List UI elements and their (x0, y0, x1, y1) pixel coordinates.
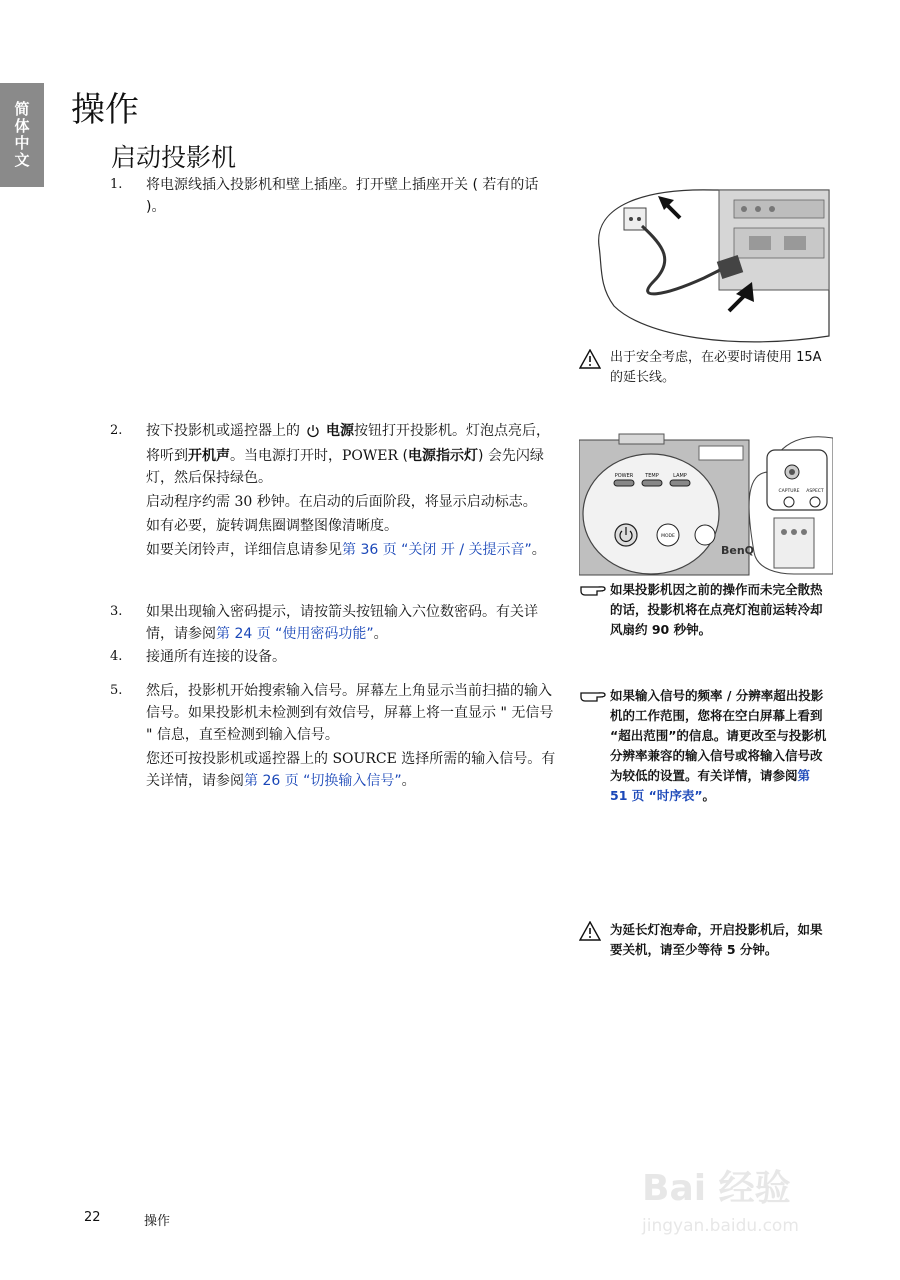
footer-section: 操作 (144, 1214, 171, 1229)
text: 如要关闭铃声，详细信息请参见 (146, 542, 342, 558)
power-indicator-term: 电源指示灯 (407, 448, 478, 464)
link-page-36[interactable]: 第 36 页 “关闭 开 / 关提示音” (342, 542, 532, 558)
note-resolution (579, 686, 829, 806)
page-number: 22 (84, 1210, 101, 1225)
step-text: 接通所有连接的设备。 (146, 649, 286, 665)
mode-button-label: MODE (661, 534, 675, 539)
text: 启动程序约需 (146, 494, 230, 510)
power-led-label: POWER (614, 473, 634, 479)
text: 如果输入信号的频率 / 分辨率超出投影机的工作范围，您将在空白屏幕上看到 “超出范围”的信息。请更改至与投影机分辨率兼容的输入信号或将输入信号改为较低的设置。有关详情，请参阅 (610, 688, 827, 783)
pointing-hand-icon (579, 687, 607, 703)
text: 按钮打开投影机。灯泡点亮后，将听到 (146, 423, 550, 464)
control-panel-illustration (579, 432, 833, 577)
watermark-logo: Bai 经验 (642, 1168, 791, 1209)
note-lamp (579, 920, 829, 960)
step-number: 4. (110, 649, 123, 664)
text: 。 (401, 773, 416, 789)
text: 。 (531, 542, 546, 558)
text: 选择所需的输入信号。有关详情，请参阅 (146, 751, 556, 789)
warning-icon (579, 349, 601, 369)
step-1 (110, 174, 560, 220)
step-5 (110, 680, 560, 794)
power-label: POWER (342, 448, 399, 464)
step-3 (110, 601, 560, 647)
lamp-led-label: LAMP (673, 473, 687, 479)
language-tab-label: 简体中文 (12, 101, 31, 169)
warning-icon (579, 921, 601, 941)
source-label: SOURCE (332, 751, 397, 767)
startup-sound-term: 开机声 (188, 448, 230, 464)
note-text (610, 686, 829, 806)
step-2-paragraph-4 (146, 539, 560, 561)
power-cord-illustration (584, 186, 834, 346)
step-number: 5. (110, 683, 123, 698)
brand-logo: BenQ (721, 544, 755, 557)
note-text: 如果投影机因之前的操作而未完全散热的话，投影机将在点亮灯泡前运转冷却风扇约 90 秒钟。 (610, 582, 823, 637)
baidu-watermark (642, 1150, 862, 1250)
text: 秒钟。在启动的后面阶段，将显示启动标志。 (256, 494, 537, 510)
step-number: 3. (110, 604, 123, 619)
note-text: 为延长灯泡寿命，开启投影机后，如果要关机，请至少等待 5 分钟。 (610, 922, 823, 957)
step-2-paragraph-3: 如有必要，旋转调焦圈调整图像清晰度。 (146, 518, 398, 534)
step-2-paragraph-2 (146, 491, 560, 513)
step-2 (110, 420, 560, 563)
step-4 (110, 646, 560, 670)
step-5-paragraph-1: 然后，投影机开始搜索输入信号。屏幕左上角显示当前扫描的输入信号。如果投影机未检测到有效信号，屏幕上将一直显示 " 无信号 " 信息，直至检测到输入信号。 (146, 683, 554, 743)
language-tab[interactable] (0, 83, 44, 187)
text: 。 (702, 788, 716, 803)
capture-label: CAPTURE (778, 489, 800, 494)
text: 您还可按投影机或遥控器上的 (146, 751, 328, 767)
note-cooling (579, 580, 829, 640)
temp-led-label: TEMP (645, 473, 659, 479)
power-icon (306, 423, 320, 445)
link-page-26[interactable]: 第 26 页 “切换输入信号” (244, 773, 402, 789)
step-number: 2. (110, 423, 123, 438)
seconds-value: 30 (234, 494, 253, 510)
text: 按下投影机或遥控器上的 (146, 423, 300, 439)
text: 。当电源打开时， (230, 448, 342, 464)
note-text: 出于安全考虑，在必要时请使用 15A 的延长线。 (610, 350, 822, 385)
step-2-paragraph-1 (146, 420, 560, 489)
step-text (146, 601, 560, 645)
section-title: 启动投影机 (111, 143, 237, 172)
text: ) 会先闪绿灯，然后保持绿色。 (146, 448, 544, 486)
power-term: 电源 (326, 423, 354, 439)
text: ( (402, 448, 408, 464)
note-safety (579, 348, 829, 388)
step-text: 将电源线插入投影机和壁上插座。打开壁上插座开关 ( 若有的话 )。 (146, 177, 539, 215)
link-page-51[interactable]: 第 51 页 “时序表” (610, 768, 811, 803)
step-5-paragraph-2 (146, 748, 560, 792)
link-page-24[interactable]: 第 24 页 “使用密码功能” (216, 626, 374, 642)
text: 。 (373, 626, 388, 642)
chapter-title: 操作 (71, 90, 139, 130)
watermark-url: jingyan.baidu.com (642, 1216, 799, 1236)
pointing-hand-icon (579, 581, 607, 597)
aspect-label: ASPECT (806, 489, 824, 494)
text: 如果出现输入密码提示，请按箭头按钮输入六位数密码。有关详情，请参阅 (146, 604, 538, 642)
step-number: 1. (110, 177, 123, 192)
